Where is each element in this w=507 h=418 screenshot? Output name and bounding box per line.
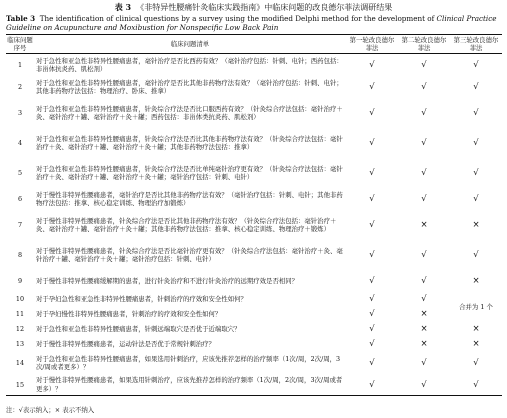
- round-1-mark: √: [369, 357, 375, 368]
- row-question: 对于急性和亚急性非特异性腰痛患者，毫针治疗是否比其他非药物疗法有效？（毫针治疗包括：针刺、电针；其他非药物疗法包括：物理治疗、卧床、推拿）: [36, 78, 343, 95]
- row-question: 对于慢性非特异性腰痛缓解期的患者，进行针灸治疗和不进行针灸治疗的远期疗效是否相同？: [36, 276, 299, 285]
- round-2-mark: √: [421, 379, 427, 390]
- round-3-mark: ×: [472, 275, 480, 286]
- row-number: 14: [15, 358, 25, 367]
- row-number: 9: [17, 276, 23, 285]
- table-row: [6, 76, 502, 98]
- row-number: 13: [15, 340, 25, 349]
- round-2-mark: √: [421, 167, 427, 178]
- round-2-mark: √: [421, 294, 427, 305]
- round-1-mark: √: [369, 275, 375, 286]
- row-question: 对于急性和亚急性非特异性腰痛患者，针灸综合疗法是否比其他非药物疗法有效？（针灸综合疗法包括：毫针治疗＋灸、毫针治疗＋罐、毫针治疗＋灸＋罐；其他非药物疗法包括：推拿）: [36, 134, 343, 151]
- round-2-mark: √: [421, 137, 427, 148]
- caption-en-label: Table 3: [6, 13, 36, 23]
- caption-zh-label: 表 3: [114, 2, 132, 12]
- round-3-mark: √: [473, 81, 479, 92]
- row-number: 2: [17, 82, 23, 91]
- row-question: 对于慢性非特异性腰痛患者，毫针治疗是否比其他非药物疗法有效？（毫针治疗包括：针刺、电针；其他非药物疗法包括：推拿、核心稳定训练、物理治疗加锻炼）: [36, 190, 343, 207]
- round-2-mark: √: [421, 107, 427, 118]
- round-1-mark: √: [369, 60, 375, 71]
- table-row: [6, 322, 502, 337]
- round-1-mark: √: [369, 339, 375, 350]
- round-2-mark: ×: [420, 339, 428, 350]
- round-1-mark: √: [369, 249, 375, 260]
- row-number: 3: [17, 108, 23, 117]
- table-row: [6, 240, 502, 270]
- table-footnote: 注：√表示纳入；× 表示不纳入: [6, 406, 95, 414]
- header-round-1: 第一轮改良德尔菲法: [349, 36, 395, 53]
- row-question: 对于急性和亚急性非特异性腰痛患者，针刺远端取穴是否优于近端取穴？: [36, 325, 241, 334]
- table-row: [6, 158, 502, 188]
- results-table: [6, 34, 502, 396]
- caption-en-italic: Clinical Practice Guideline on Acupuncture and Moxibustion for Nonspecific Low Back Pain: [6, 13, 497, 32]
- round-1-mark: √: [369, 309, 375, 320]
- table-row: [6, 292, 502, 307]
- row-question: 对于急性和亚急性非特异性腰痛患者，针灸综合疗法是否比单纯毫针治疗更有效？（针灸综合疗法包括：毫针治疗＋灸、毫针治疗＋罐、毫针治疗＋灸＋罐；毫针治疗包括：针刺、电针）: [36, 164, 343, 181]
- table-row: [6, 54, 502, 76]
- round-1-mark: √: [369, 379, 375, 390]
- table-row: [6, 128, 502, 158]
- round-3-mark: √: [473, 137, 479, 148]
- round-3-mark: √: [473, 60, 479, 71]
- row-number: 4: [17, 138, 23, 147]
- table-caption: [6, 2, 501, 32]
- header-round-2: 第二轮改良德尔菲法: [401, 36, 447, 53]
- round-3-mark: √: [473, 357, 479, 368]
- round-1-mark: √: [369, 324, 375, 335]
- round-3-mark: ×: [472, 339, 480, 350]
- caption-en: [6, 14, 501, 33]
- row-number: 15: [15, 380, 25, 389]
- table-row: [6, 188, 502, 210]
- header-round-3: 第三轮改良德尔菲法: [453, 36, 499, 53]
- row-question: 对于慢性非特异性腰痛患者，如果选用针刺治疗，应该先推荐怎样的治疗频率（1次/周，2次/周，3次/周或者更多）？: [36, 376, 343, 393]
- row-question: 对于慢性非特异性腰痛患者，针灸综合疗法是否比其他非药物疗法有效？（针灸综合疗法包括：毫针治疗＋灸、毫针治疗＋罐、毫针治疗＋灸＋罐；其他非药物疗法包括：推拿、核心稳定训练、物理治疗＋锻炼）: [36, 216, 337, 233]
- row-question: 对于孕妇慢性非特异性腰痛患者，针刺治疗的疗效和安全性如何？: [36, 310, 222, 319]
- round-2-mark: ×: [420, 219, 428, 230]
- round-2-mark: ×: [420, 324, 428, 335]
- row-number: 8: [17, 250, 23, 259]
- table-row: [6, 270, 502, 292]
- round-3-mark: √: [473, 379, 479, 390]
- round-1-mark: √: [369, 219, 375, 230]
- table-row: [6, 374, 502, 396]
- round-2-mark: √: [421, 60, 427, 71]
- round-3-mark: ×: [472, 324, 480, 335]
- table-row: [6, 307, 502, 322]
- row-question: 对于慢性非特异性腰痛患者，运动针法是否优于常规针刺治疗？: [36, 340, 215, 349]
- row-question: 对于慢性非特异性腰痛患者，针灸综合疗法是否比毫针治疗更有效？（针灸综合疗法包括：毫针治疗＋灸、毫针治疗＋罐、毫针治疗＋灸＋罐；毫针治疗包括：针刺、电针）: [36, 246, 343, 263]
- row-number: 11: [15, 310, 25, 319]
- round-2-mark: √: [421, 357, 427, 368]
- table-row: [6, 337, 502, 352]
- caption-zh-text: 《非特异性腰痛针灸临床实践指南》中临床问题的改良德尔菲法调研结果: [136, 3, 393, 12]
- round-1-mark: √: [369, 81, 375, 92]
- row-number: 6: [17, 194, 23, 203]
- round-2-mark: √: [421, 249, 427, 260]
- table-row: [6, 98, 502, 128]
- row-question: 对于孕妇急性和亚急性非特异性腰痛患者，针刺治疗的疗效和安全性如何？: [36, 295, 247, 304]
- round-1-mark: √: [369, 137, 375, 148]
- row-question: 对于急性和亚急性非特异性腰痛患者，如果选用针刺治疗，应该先推荐怎样的治疗频率（1次/周，2次/周，3次/周或者更多）？: [36, 354, 341, 371]
- round-1-mark: √: [369, 107, 375, 118]
- round-1-mark: √: [369, 294, 375, 305]
- round-3-mark: √: [473, 193, 479, 204]
- round-3-merge-note: 合并为 1 个: [459, 302, 493, 311]
- row-question: 对于急性和亚急性非特异性腰痛患者，毫针治疗是否比西药有效？（毫针治疗包括：针刺、电针；西药包括：非甾体抗炎药、肌松剂）: [36, 56, 343, 74]
- caption-zh: [6, 2, 501, 14]
- round-1-mark: √: [369, 167, 375, 178]
- round-2-mark: ×: [420, 309, 428, 320]
- row-number: 1: [17, 61, 23, 70]
- round-1-mark: √: [369, 193, 375, 204]
- table-row: [6, 352, 502, 374]
- caption-en-text: The identification of clinical questions by a survey using the modified Delphi method for the development of: [39, 13, 437, 23]
- round-2-mark: √: [421, 193, 427, 204]
- row-question: 对于急性和亚急性非特异性腰痛患者，针灸综合疗法是否比口服西药有效？（针灸综合疗法包括：毫针治疗＋灸、毫针治疗＋罐、毫针治疗＋灸＋罐；西药包括：非甾体类抗炎药、肌松剂）: [36, 104, 343, 121]
- row-number: 10: [15, 295, 25, 304]
- row-number: 12: [15, 325, 25, 334]
- round-2-mark: √: [421, 275, 427, 286]
- round-3-mark: √: [473, 107, 479, 118]
- round-3-mark: √: [473, 167, 479, 178]
- table-row: [6, 210, 502, 240]
- round-2-mark: √: [421, 81, 427, 92]
- header-row: [6, 35, 502, 54]
- header-number: 临床问题序号: [7, 36, 33, 53]
- row-number: 5: [17, 168, 23, 177]
- round-3-mark: ×: [472, 219, 480, 230]
- round-3-mark: √: [473, 249, 479, 260]
- header-question: 临床问题清单: [170, 40, 210, 49]
- row-number: 7: [17, 220, 23, 229]
